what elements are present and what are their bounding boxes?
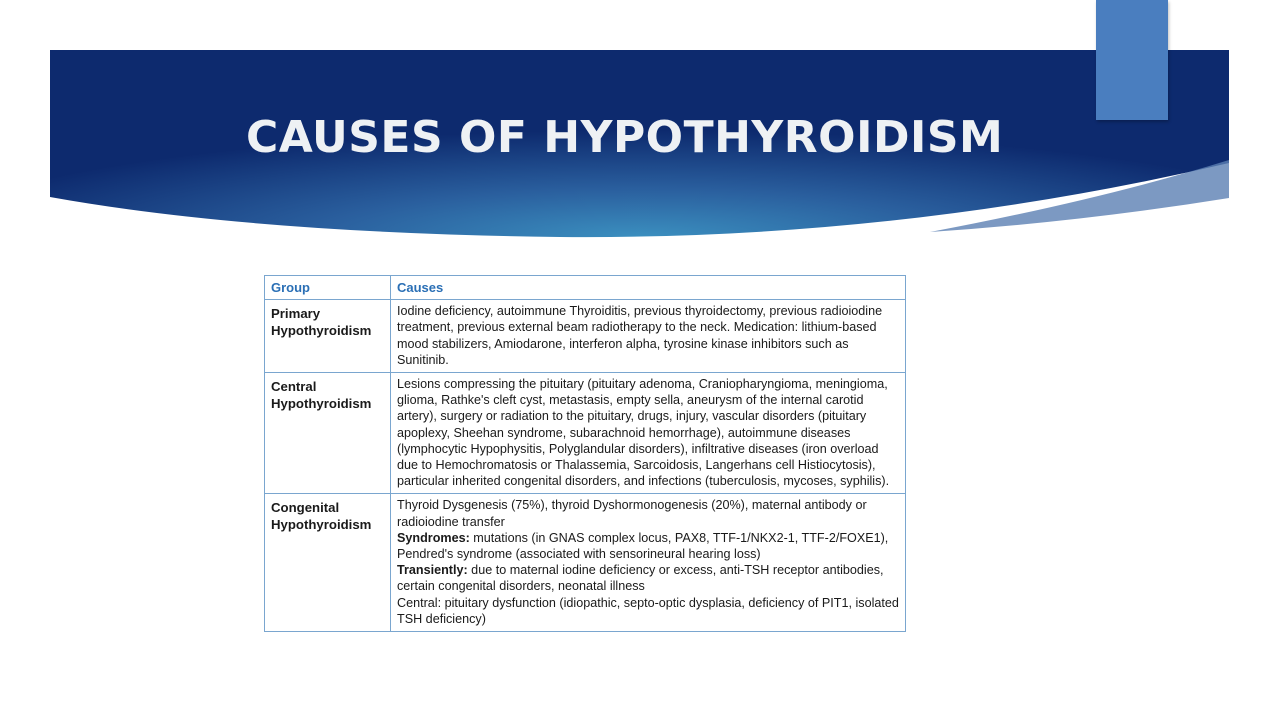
causes-cell-primary: Iodine deficiency, autoimmune Thyroiditis, previous thyroidectomy, previous radioiodine treatment, previous external beam radiotherapy to the neck. Medication: lithium-based mood stabilizers, Amiodarone, interferon alpha, tyrosine kinase inhibitors such as Sunitinib. xyxy=(391,300,906,373)
group-label: Hypothyroidism xyxy=(271,323,372,339)
group-label: Central xyxy=(271,379,317,395)
group-label: Hypothyroidism xyxy=(271,396,372,412)
transiently-lead: Transiently: xyxy=(397,563,468,578)
table-row xyxy=(265,373,906,494)
table-header-row xyxy=(265,276,906,300)
syndromes-lead: Syndromes: xyxy=(397,530,470,545)
group-label: Hypothyroidism xyxy=(271,517,372,533)
group-cell-central xyxy=(265,373,391,494)
slide-title: CAUSES OF HYPOTHYROIDISM xyxy=(246,112,1004,163)
group-label: Primary xyxy=(271,306,321,322)
congenital-paragraph: Thyroid Dysgenesis (75%), thyroid Dyshormonogenesis (20%), maternal antibody or radioiodine transfer xyxy=(397,498,867,529)
table-row xyxy=(265,300,906,373)
causes-cell-central: Lesions compressing the pituitary (pituitary adenoma, Craniopharyngioma, meningioma, glioma, Rathke's cleft cyst, metastasis, empty sella, aneurysm of the internal carotid artery), surgery or radiation to the pituitary, drugs, injury, vascular disorders (pituitary apoplexy, Sheehan syndrome, subarachnoid hemorrhage), autoimmune diseases (lymphocytic Hypophysitis, Polyglandular disorders), infiltrative diseases (iron overload due to Hemochromatosis or Thalassemia, Sarcoidosis, Langerhans cell Histiocytosis), particular inherited congenital disorders, and infections (tuberculosis, mycoses, syphilis). xyxy=(391,373,906,494)
header-causes: Causes xyxy=(391,276,906,300)
table-row xyxy=(265,494,906,632)
transiently-text: due to maternal iodine deficiency or excess, anti-TSH receptor antibodies, certain congenital disorders, neonatal illness xyxy=(397,563,884,594)
accent-tab xyxy=(1096,0,1168,120)
header-group: Group xyxy=(265,276,391,300)
causes-cell-congenital xyxy=(391,494,906,632)
congenital-paragraph: Central: pituitary dysfunction (idiopathic, septo-optic dysplasia, deficiency of PIT1, isolated TSH deficiency) xyxy=(397,595,899,626)
congenital-paragraph xyxy=(397,562,899,594)
congenital-paragraph xyxy=(397,530,899,562)
group-cell-primary xyxy=(265,300,391,373)
syndromes-text: mutations (in GNAS complex locus, PAX8, TTF-1/NKX2-1, TTF-2/FOXE1), Pendred's syndrome (associated with sensorineural hearing loss) xyxy=(397,530,889,562)
causes-table xyxy=(264,275,906,632)
group-label: Congenital xyxy=(271,500,340,516)
group-cell-congenital xyxy=(265,494,391,632)
